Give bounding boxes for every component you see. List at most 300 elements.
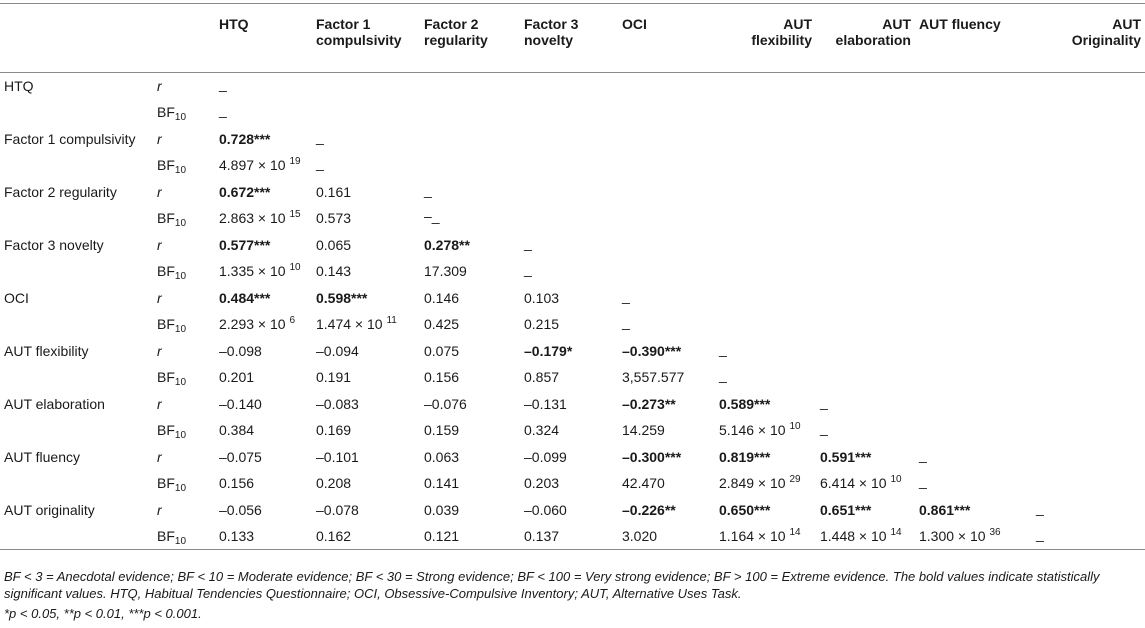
bayes-factor-cell [215,364,312,391]
bayes-factor-cell [312,470,420,497]
empty-cell [816,205,915,232]
significant-value: –0.179* [524,342,573,359]
diagonal-dash: _ [919,473,927,490]
bayes-factor-cell [520,258,618,285]
column-header [215,4,312,73]
empty-cell [915,99,1032,126]
bayes-factor-cell [520,417,618,444]
cell-value: –0.101 [316,448,359,465]
empty-cell [915,391,1032,418]
empty-cell [420,126,520,153]
stat-label-r [153,338,215,365]
correlation-cell [1032,497,1145,524]
bf-mantissa: 1.474 [316,316,352,333]
stat-bf-subscript: 10 [174,165,187,177]
empty-cell [915,311,1032,338]
bayes-factor-cell [215,99,312,126]
bf-exponent: 10 [890,474,902,486]
empty-cell [1032,444,1145,471]
row-variable-label [0,99,153,126]
stat-label-r [153,444,215,471]
diagonal-dash: _ [524,261,532,278]
correlation-cell [618,338,715,365]
stat-label-bf10 [153,311,215,338]
bayes-factor-cell [312,523,420,550]
significant-value: 0.819*** [719,448,771,465]
bayes-factor-cell [420,417,520,444]
empty-cell [816,311,915,338]
column-header-line2: flexibility [751,32,812,48]
empty-cell [520,73,618,100]
footnote-evidence-legend: BF < 3 = Anecdotal evidence; BF < 10 = Moderate evidence; BF < 30 = Strong evidence; BF < 100 = Very strong evidence; BF > 100 = Extreme evidence. The bold values indicate statistically significant values. HTQ, Habitual Tendencies Questionnaire; OCI, Obsessive-Compulsive Inventory; AUT, Alternative Uses Task. [4,569,1100,601]
correlation-cell [312,285,420,312]
bayes-factor-cell [715,523,816,550]
column-header [915,4,1032,73]
empty-cell [715,126,816,153]
stat-r-symbol: r [157,501,162,518]
correlation-cell [420,179,520,206]
empty-cell [420,99,520,126]
correlation-cell [312,497,420,524]
empty-cell [915,73,1032,100]
bf-mantissa: 4.897 [219,157,255,174]
diagonal-dash: _ [219,102,227,119]
empty-cell [618,205,715,232]
diagonal-dash: _ [524,234,532,251]
column-header-line1: AUT fluency [919,16,1001,32]
bayes-factor-cell [715,417,816,444]
table-row-r [0,391,1145,418]
bf-mantissa: 1.164 [719,528,755,544]
column-header-line1: HTQ [219,16,249,32]
bayes-factor-cell [312,417,420,444]
stat-label-r [153,391,215,418]
table-row-bf [0,417,1145,444]
empty-cell [618,73,715,100]
diagonal-dash: –_ [424,208,440,225]
stat-label-r [153,285,215,312]
stat-r-symbol: r [157,448,162,465]
empty-cell [816,152,915,179]
bf-exponent: 11 [386,315,397,327]
stat-r-symbol: r [157,130,162,147]
footnote-significance-levels: *p < 0.05, **p < 0.01, ***p < 0.001. [4,606,202,621]
header-stat [153,4,215,73]
table-row-r [0,126,1145,153]
stat-label-bf10 [153,523,215,550]
empty-cell [816,285,915,312]
stat-bf-symbol: BF [157,104,175,121]
correlation-cell [618,497,715,524]
column-header-line1: AUT [1112,16,1141,32]
cell-value: 3,557.577 [622,369,685,386]
correlation-cell [215,126,312,153]
empty-cell [715,152,816,179]
significant-value: 0.598*** [316,289,368,306]
empty-cell [715,179,816,206]
significant-value: –0.273** [622,395,676,412]
row-variable-label: AUT fluency [4,448,80,465]
bf-times-ten: × 10 [754,528,790,544]
empty-cell [618,126,715,153]
bayes-factor-cell [312,364,420,391]
cell-value: –0.075 [219,448,262,465]
empty-cell [1032,417,1145,444]
diagonal-dash: _ [424,181,432,198]
empty-cell [915,285,1032,312]
empty-cell [520,126,618,153]
diagonal-dash: _ [622,314,630,331]
column-header [618,4,715,73]
stat-r-symbol: r [157,78,162,94]
bayes-factor-cell [215,258,312,285]
diagonal-dash: _ [820,393,828,410]
bayes-factor-cell [618,417,715,444]
row-variable-label [0,311,153,338]
correlation-cell [915,497,1032,524]
bayes-factor-cell [520,470,618,497]
table-row-r [0,232,1145,259]
bayes-factor-cell [420,205,520,232]
correlation-cell [715,338,816,365]
cell-value: 14.259 [622,422,665,439]
table-row-bf [0,152,1145,179]
correlation-cell [816,497,915,524]
correlation-table [0,3,1145,550]
bayes-factor-cell [1032,523,1145,550]
significant-value: 0.672*** [219,183,271,200]
cell-value: 3.020 [622,528,658,544]
bf-exponent: 14 [789,527,801,538]
correlation-cell [816,391,915,418]
bf-exponent: 10 [789,421,801,433]
correlation-cell [520,444,618,471]
diagonal-dash: _ [316,155,324,172]
row-variable-label: AUT flexibility [4,342,89,359]
bf-exponent: 29 [789,474,801,486]
correlation-cell [215,444,312,471]
bayes-factor-cell [215,523,312,550]
diagonal-dash: _ [622,287,630,304]
row-variable-label: HTQ [4,78,34,94]
correlation-cell [915,444,1032,471]
cell-value: –0.098 [219,342,262,359]
row-variable-label: Factor 2 regularity [4,183,117,200]
empty-cell [312,99,420,126]
cell-value: 0.324 [524,422,560,439]
bf-exponent: 6 [289,315,296,327]
correlation-cell [715,391,816,418]
column-header [420,4,520,73]
stat-label-bf10 [153,258,215,285]
row-variable-label [0,417,153,444]
table-row-bf [0,523,1145,550]
cell-value: –0.083 [316,395,359,412]
correlation-cell [215,338,312,365]
empty-cell [312,73,420,100]
bayes-factor-cell [915,470,1032,497]
bf-times-ten: × 10 [351,316,387,333]
cell-value: 0.159 [424,422,460,439]
bayes-factor-cell [420,470,520,497]
bf-mantissa: 5.146 [719,422,755,439]
cell-value: 0.384 [219,422,255,439]
significant-value: –0.226** [622,501,676,518]
bf-times-ten: × 10 [254,316,290,333]
bayes-factor-cell [312,152,420,179]
cell-value: 0.208 [316,475,352,492]
bf-times-ten: × 10 [855,528,891,544]
cell-value: 17.309 [424,263,467,280]
stat-label-r [153,179,215,206]
column-header-line1: Factor 3 [524,16,579,32]
cell-value: 0.133 [219,528,255,544]
empty-cell [618,152,715,179]
bayes-factor-cell [715,364,816,391]
empty-cell [816,338,915,365]
row-variable-label [0,152,153,179]
empty-cell [715,311,816,338]
empty-cell [1032,364,1145,391]
cell-value: 0.137 [524,528,560,544]
bayes-factor-cell [816,470,915,497]
correlation-cell [215,285,312,312]
diagonal-dash: _ [820,420,828,437]
correlation-cell [618,285,715,312]
bayes-factor-cell [520,523,618,550]
bayes-factor-cell [816,417,915,444]
table-row-bf [0,205,1145,232]
empty-cell [915,258,1032,285]
diagonal-dash: _ [919,446,927,463]
bayes-factor-cell [816,523,915,550]
stat-label-bf10 [153,99,215,126]
empty-cell [1032,311,1145,338]
correlation-cell [816,444,915,471]
column-header [520,4,618,73]
empty-cell [816,179,915,206]
empty-cell [520,179,618,206]
significant-value: 0.651*** [820,501,872,518]
stat-bf-symbol: BF [157,475,175,492]
column-header-line2: Originality [1071,32,1141,48]
table-row-r [0,444,1145,471]
bf-exponent: 15 [289,209,301,221]
empty-cell [915,417,1032,444]
column-header-line2: novelty [524,32,574,48]
table-header-row [0,4,1145,73]
significant-value: 0.589*** [719,395,771,412]
significant-value: 0.577*** [219,236,271,253]
empty-cell [816,232,915,259]
stat-label-bf10 [153,152,215,179]
empty-cell [618,258,715,285]
stat-bf-symbol: BF [157,369,175,386]
stat-bf-subscript: 10 [174,112,187,124]
cell-value: 0.425 [424,316,460,333]
empty-cell [520,152,618,179]
bf-mantissa: 2.863 [219,210,255,227]
empty-cell [618,179,715,206]
empty-cell [715,73,816,100]
bf-exponent: 10 [289,262,301,274]
cell-value: 0.039 [424,501,460,518]
empty-cell [1032,285,1145,312]
stat-bf-subscript: 10 [174,271,187,283]
significant-value: 0.728*** [219,130,271,147]
bayes-factor-cell [618,311,715,338]
table-row-r [0,179,1145,206]
correlation-cell [420,285,520,312]
empty-cell [1032,73,1145,100]
correlation-cell [312,444,420,471]
empty-cell [618,99,715,126]
table-row-bf [0,364,1145,391]
cell-value: 0.065 [316,236,352,253]
bayes-factor-cell [215,417,312,444]
cell-value: –0.076 [424,395,467,412]
correlation-cell [215,391,312,418]
bf-mantissa: 1.335 [219,263,255,280]
row-variable-label: OCI [4,289,29,306]
empty-cell [1032,470,1145,497]
cell-value: 0.573 [316,210,352,227]
stat-bf-symbol: BF [157,157,175,174]
bayes-factor-cell [215,470,312,497]
cell-value: 0.103 [524,289,560,306]
empty-cell [1032,338,1145,365]
empty-cell [816,126,915,153]
bf-mantissa: 1.300 [919,528,955,544]
empty-cell [520,99,618,126]
empty-cell [915,205,1032,232]
row-variable-label: AUT originality [4,501,95,518]
stat-r-symbol: r [157,342,162,359]
empty-cell [915,152,1032,179]
bf-times-ten: × 10 [254,157,290,174]
correlation-cell [215,179,312,206]
bf-times-ten: × 10 [754,422,790,439]
empty-cell [1032,205,1145,232]
header-corner [0,4,153,73]
diagonal-dash: _ [316,128,324,145]
bf-times-ten: × 10 [954,528,990,544]
table-row-bf [0,258,1145,285]
correlation-cell [520,391,618,418]
correlation-cell [520,232,618,259]
empty-cell [816,99,915,126]
correlation-cell [312,391,420,418]
diagonal-dash: _ [1036,499,1044,516]
stat-bf-symbol: BF [157,528,175,544]
column-header [312,4,420,73]
bayes-factor-cell [420,311,520,338]
correlation-cell [215,73,312,100]
column-header-line2: compulsivity [316,32,402,48]
cell-value: 0.063 [424,448,460,465]
correlation-cell [520,285,618,312]
bayes-factor-cell [618,523,715,550]
column-header-line2: elaboration [835,32,911,48]
bayes-factor-cell [312,258,420,285]
empty-cell [915,179,1032,206]
empty-cell [618,232,715,259]
stat-label-bf10 [153,470,215,497]
significant-value: 0.484*** [219,289,271,306]
bf-times-ten: × 10 [855,475,891,492]
cell-value: –0.056 [219,501,262,518]
stat-bf-subscript: 10 [174,324,187,336]
row-variable-label [0,523,153,550]
bf-exponent: 19 [289,156,301,168]
correlation-cell [420,497,520,524]
correlation-cell [215,232,312,259]
correlation-cell [420,444,520,471]
bayes-factor-cell [312,205,420,232]
cell-value: 0.156 [219,475,255,492]
significant-value: 0.861*** [919,501,971,518]
row-variable-label [0,470,153,497]
significant-value: –0.300*** [622,448,682,465]
stat-bf-symbol: BF [157,422,175,439]
bayes-factor-cell [215,205,312,232]
empty-cell [1032,232,1145,259]
empty-cell [816,73,915,100]
stat-bf-subscript: 10 [174,377,187,389]
empty-cell [715,232,816,259]
stat-r-symbol: r [157,395,162,412]
empty-cell [715,285,816,312]
empty-cell [420,73,520,100]
empty-cell [1032,391,1145,418]
bf-times-ten: × 10 [754,475,790,492]
cell-value: 0.075 [424,342,460,359]
empty-cell [1032,258,1145,285]
empty-cell [1032,99,1145,126]
bf-exponent: 14 [890,527,902,538]
empty-cell [715,258,816,285]
stat-label-bf10 [153,205,215,232]
cell-value: 0.121 [424,528,460,544]
diagonal-dash: _ [219,76,227,92]
bayes-factor-cell [420,523,520,550]
cell-value: 0.169 [316,422,352,439]
correlation-cell [420,391,520,418]
column-header-line2: regularity [424,32,488,48]
stat-bf-subscript: 10 [174,218,187,230]
column-header [816,4,915,73]
empty-cell [1032,179,1145,206]
empty-cell [816,364,915,391]
correlation-cell [312,179,420,206]
empty-cell [915,126,1032,153]
cell-value: –0.094 [316,342,359,359]
correlation-cell [520,338,618,365]
bf-times-ten: × 10 [254,210,290,227]
cell-value: 0.161 [316,183,352,200]
cell-value: 0.203 [524,475,560,492]
cell-value: –0.140 [219,395,262,412]
bayes-factor-cell [215,311,312,338]
significant-value: –0.390*** [622,342,682,359]
stat-label-bf10 [153,417,215,444]
empty-cell [816,258,915,285]
significant-value: 0.278** [424,236,470,253]
column-header-line1: Factor 1 [316,16,371,32]
column-header [1032,4,1145,73]
bf-mantissa: 1.448 [820,528,856,544]
column-header-line1: OCI [622,16,647,32]
